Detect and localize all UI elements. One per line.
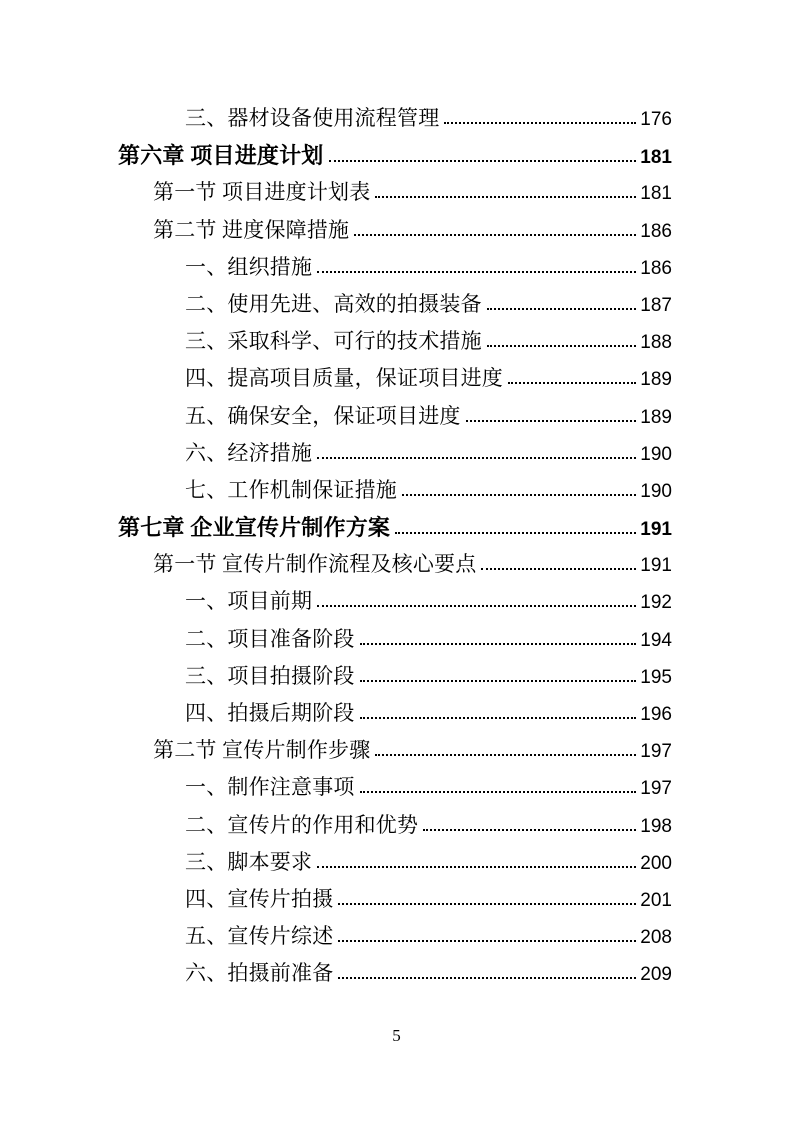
toc-entry[interactable]	[118, 732, 672, 769]
toc-entry-page: 181	[640, 183, 672, 205]
toc-entry-page: 194	[640, 629, 672, 651]
toc-entry-label: 四、提高项目质量，保证项目进度	[185, 366, 503, 391]
toc-entry[interactable]	[118, 137, 672, 174]
toc-entry-page: 190	[640, 443, 672, 465]
dot-leader	[360, 717, 637, 719]
toc-entry-page: 187	[640, 294, 672, 316]
dot-leader	[444, 122, 636, 124]
toc-entry[interactable]	[118, 174, 672, 211]
toc-entry-label: 三、采取科学、可行的技术措施	[185, 329, 482, 354]
dot-leader	[317, 271, 636, 273]
toc-entry-label: 一、制作注意事项	[185, 775, 355, 800]
toc-entry-label: 第一节 项目进度计划表	[153, 180, 371, 205]
dot-leader	[354, 234, 636, 236]
table-of-contents	[118, 100, 672, 993]
toc-entry-label: 二、使用先进、高效的拍摄装备	[185, 291, 482, 316]
dot-leader	[317, 605, 636, 607]
toc-entry-label: 五、宣传片综述	[185, 924, 334, 949]
dot-leader	[481, 568, 636, 570]
toc-entry-page: 191	[640, 555, 672, 577]
toc-entry[interactable]	[118, 472, 672, 509]
toc-entry-label: 六、拍摄前准备	[185, 961, 334, 986]
toc-entry-page: 198	[640, 815, 672, 837]
toc-entry[interactable]	[118, 621, 672, 658]
toc-entry[interactable]	[118, 100, 672, 137]
dot-leader	[360, 791, 637, 793]
dot-leader	[360, 680, 637, 682]
dot-leader	[375, 754, 636, 756]
toc-entry-page: 209	[640, 964, 672, 986]
toc-entry[interactable]	[118, 509, 672, 546]
toc-entry[interactable]	[118, 769, 672, 806]
toc-entry-label: 第二节 进度保障措施	[153, 217, 350, 242]
dot-leader	[317, 457, 636, 459]
dot-leader	[329, 160, 637, 162]
toc-entry-page: 201	[640, 889, 672, 911]
toc-entry-label: 第七章 企业宣传片制作方案	[118, 515, 391, 541]
toc-entry-page: 189	[640, 369, 672, 391]
dot-leader	[508, 382, 636, 384]
toc-entry[interactable]	[118, 435, 672, 472]
dot-leader	[466, 420, 637, 422]
toc-entry-page: 196	[640, 704, 672, 725]
toc-entry-page: 200	[640, 852, 672, 874]
toc-entry[interactable]	[118, 249, 672, 286]
toc-entry-label: 四、拍摄后期阶段	[185, 701, 355, 725]
toc-entry-label: 一、组织措施	[185, 254, 313, 279]
toc-entry-label: 三、脚本要求	[185, 849, 313, 874]
toc-entry[interactable]	[118, 583, 672, 620]
toc-entry-label: 三、器材设备使用流程管理	[185, 106, 440, 130]
toc-entry-page: 188	[640, 332, 672, 354]
toc-entry-page: 192	[640, 592, 672, 614]
toc-entry-page: 191	[640, 519, 672, 541]
dot-leader	[395, 532, 636, 534]
toc-entry[interactable]	[118, 955, 672, 992]
footer-page-number: 5	[392, 1026, 401, 1045]
toc-entry-page: 186	[640, 257, 672, 279]
dot-leader	[317, 866, 636, 868]
toc-entry-page: 197	[640, 778, 672, 800]
toc-entry-label: 三、项目拍摄阶段	[185, 663, 355, 688]
toc-entry[interactable]	[118, 360, 672, 397]
dot-leader	[338, 940, 636, 942]
toc-entry-label: 二、项目准备阶段	[185, 626, 355, 651]
toc-entry-label: 五、确保安全，保证项目进度	[185, 403, 461, 428]
toc-entry-page: 181	[640, 147, 672, 169]
toc-entry[interactable]	[118, 918, 672, 955]
dot-leader	[360, 643, 637, 645]
toc-entry[interactable]	[118, 658, 672, 695]
toc-entry[interactable]	[118, 286, 672, 323]
dot-leader	[375, 196, 636, 198]
toc-entry-label: 第一节 宣传片制作流程及核心要点	[153, 552, 477, 577]
toc-entry-label: 二、宣传片的作用和优势	[185, 812, 419, 837]
toc-entry-page: 197	[640, 741, 672, 763]
toc-entry-label: 四、宣传片拍摄	[185, 886, 334, 911]
toc-entry-label: 七、工作机制保证措施	[185, 477, 397, 502]
dot-leader	[338, 977, 636, 979]
toc-entry[interactable]	[118, 212, 672, 249]
toc-entry[interactable]	[118, 546, 672, 583]
dot-leader	[487, 308, 636, 310]
toc-entry[interactable]	[118, 695, 672, 732]
toc-entry-page: 190	[640, 480, 672, 502]
toc-entry[interactable]	[118, 844, 672, 881]
toc-entry-label: 六、经济措施	[185, 440, 313, 465]
toc-entry-page: 176	[640, 109, 672, 130]
toc-entry[interactable]	[118, 398, 672, 435]
toc-entry[interactable]	[118, 807, 672, 844]
toc-entry-label: 第六章 项目进度计划	[118, 143, 324, 169]
dot-leader	[487, 345, 636, 347]
toc-entry-page: 186	[640, 220, 672, 242]
toc-entry-label: 第二节 宣传片制作步骤	[153, 738, 371, 763]
dot-leader	[402, 494, 636, 496]
toc-entry[interactable]	[118, 881, 672, 918]
toc-entry-page: 189	[640, 406, 672, 428]
toc-entry-page: 195	[640, 666, 672, 688]
dot-leader	[423, 829, 636, 831]
toc-entry-page: 208	[640, 927, 672, 949]
toc-entry[interactable]	[118, 323, 672, 360]
dot-leader	[338, 903, 636, 905]
toc-entry-label: 一、项目前期	[185, 589, 313, 614]
